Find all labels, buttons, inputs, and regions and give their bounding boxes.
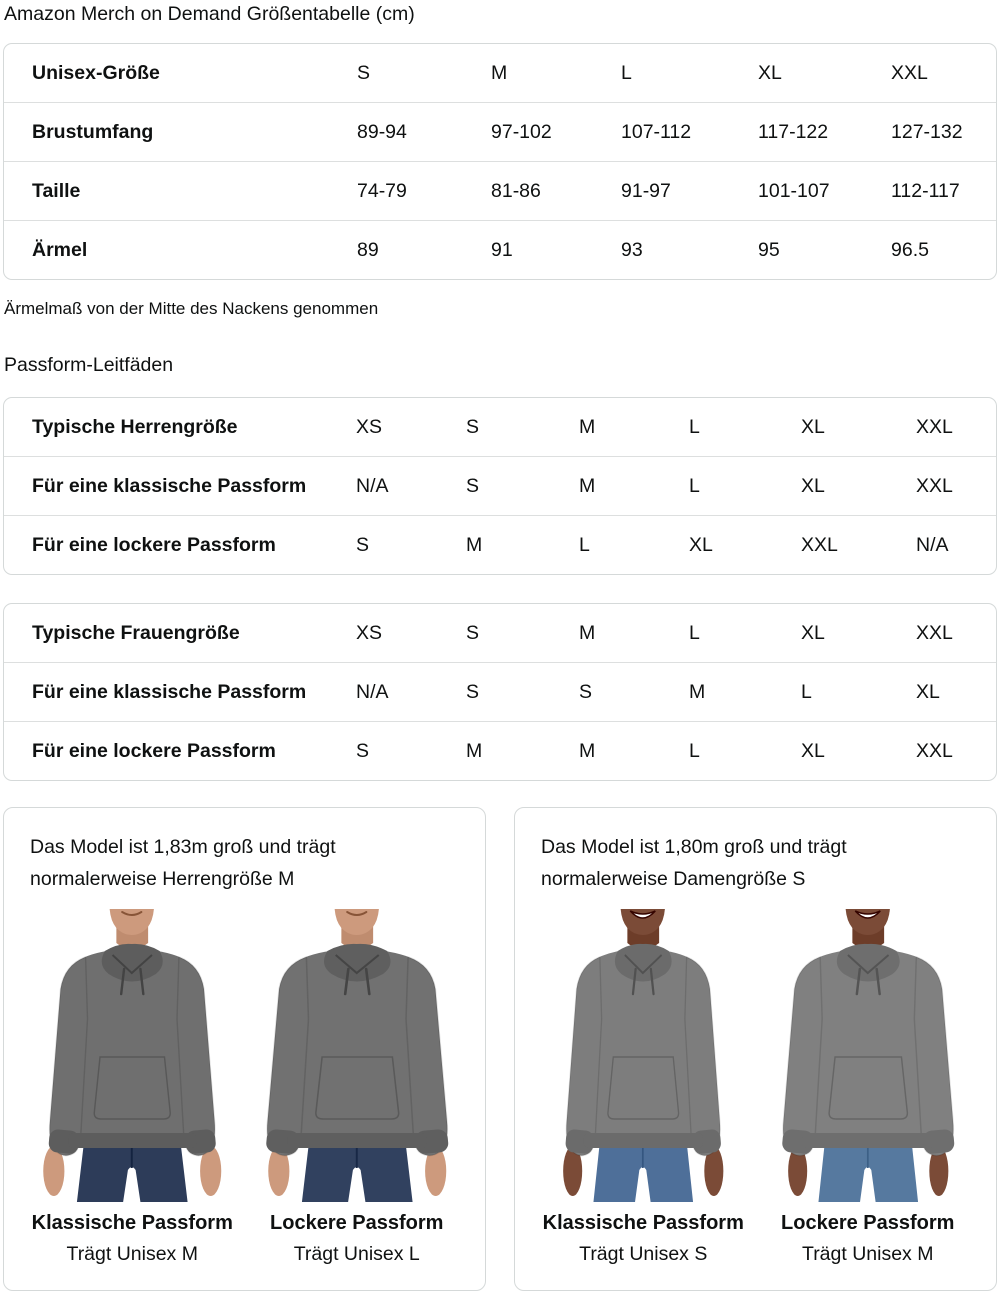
fit-caption: Klassische Passform xyxy=(31,1212,233,1234)
value-cell: 117-122 xyxy=(758,102,891,161)
size-cell: S xyxy=(357,62,371,84)
size-cell: XL xyxy=(801,721,916,780)
row-label: Typische Frauengröße xyxy=(32,622,240,644)
size-cell: M xyxy=(491,62,508,84)
size-caption: Trägt Unisex L xyxy=(293,1243,420,1265)
value-cell: 91 xyxy=(491,220,621,279)
value-cell: 112-117 xyxy=(891,161,996,220)
table-row xyxy=(4,456,996,515)
table-row xyxy=(4,515,996,574)
size-cell: M xyxy=(579,416,596,438)
table-row xyxy=(4,102,996,161)
size-cell: N/A xyxy=(356,456,466,515)
model-figure xyxy=(24,909,241,1270)
size-cell: XXL xyxy=(916,721,996,780)
size-cell: L xyxy=(689,721,801,780)
table-row xyxy=(4,604,996,662)
size-cell: S xyxy=(466,416,480,438)
unisex-size-table xyxy=(3,43,997,280)
model-photos-row xyxy=(24,909,465,1270)
card-intro: Das Model ist 1,80m groß und trägt normalerweise Damengröße S xyxy=(541,836,847,890)
value-cell: 89-94 xyxy=(357,102,491,161)
table-row xyxy=(4,44,996,102)
size-cell: S xyxy=(466,622,480,644)
table-row xyxy=(4,398,996,456)
size-cell: XL xyxy=(801,622,825,644)
size-cell: M xyxy=(689,662,801,721)
size-cell: L xyxy=(689,416,700,438)
model-figure xyxy=(760,909,977,1270)
size-cell: L xyxy=(579,515,689,574)
value-cell: 127-132 xyxy=(891,102,996,161)
row-label: Für eine klassische Passform xyxy=(4,662,356,721)
row-label: Für eine lockere Passform xyxy=(4,515,356,574)
value-cell: 74-79 xyxy=(357,161,491,220)
value-cell: 107-112 xyxy=(621,102,758,161)
size-cell: M xyxy=(579,622,596,644)
row-label: Typische Herrengröße xyxy=(32,416,238,438)
fit-caption: Lockere Passform xyxy=(270,1212,444,1234)
hoodie-model-illustration xyxy=(249,909,466,1202)
women-fit-table xyxy=(3,603,997,781)
size-cell: XL xyxy=(916,662,996,721)
row-label: Für eine klassische Passform xyxy=(4,456,356,515)
size-cell: L xyxy=(689,622,700,644)
model-photo xyxy=(535,909,752,1202)
size-caption: Trägt Unisex M xyxy=(802,1243,934,1265)
value-cell: 93 xyxy=(621,220,758,279)
model-cards xyxy=(3,807,997,1291)
size-cell: XL xyxy=(758,62,782,84)
model-photo xyxy=(24,909,241,1202)
size-cell: XS xyxy=(356,622,383,644)
size-cell: XL xyxy=(801,416,825,438)
size-cell: L xyxy=(801,662,916,721)
hoodie-model-illustration xyxy=(535,909,752,1202)
size-cell: XL xyxy=(801,456,916,515)
size-cell: XXL xyxy=(916,456,996,515)
value-cell: 95 xyxy=(758,220,891,279)
model-card-women xyxy=(514,807,997,1291)
value-cell: 96.5 xyxy=(891,220,996,279)
model-figure xyxy=(249,909,466,1270)
size-cell: XXL xyxy=(916,416,953,438)
fit-caption: Klassische Passform xyxy=(542,1212,744,1234)
row-label: Ärmel xyxy=(4,220,357,279)
sleeve-note: Ärmelmaß von der Mitte des Nackens genommen xyxy=(4,299,379,318)
model-photo xyxy=(249,909,466,1202)
size-cell: M xyxy=(466,721,579,780)
size-cell: N/A xyxy=(916,515,996,574)
size-cell: S xyxy=(356,515,466,574)
size-cell: S xyxy=(466,456,579,515)
table-row xyxy=(4,721,996,780)
value-cell: 97-102 xyxy=(491,102,621,161)
model-figure xyxy=(535,909,752,1270)
size-cell: XXL xyxy=(916,622,953,644)
row-label: Für eine lockere Passform xyxy=(4,721,356,780)
size-cell: M xyxy=(466,515,579,574)
value-cell: 89 xyxy=(357,220,491,279)
page-title: Amazon Merch on Demand Größentabelle (cm) xyxy=(4,3,415,25)
size-cell: L xyxy=(621,62,632,84)
hoodie-model-illustration xyxy=(760,909,977,1202)
model-photos-row xyxy=(535,909,976,1270)
card-intro: Das Model ist 1,83m groß und trägt normalerweise Herrengröße M xyxy=(30,836,336,890)
size-cell: XXL xyxy=(891,62,928,84)
table-row xyxy=(4,220,996,279)
size-cell: S xyxy=(356,721,466,780)
size-caption: Trägt Unisex S xyxy=(579,1243,708,1265)
value-cell: 101-107 xyxy=(758,161,891,220)
model-card-men xyxy=(3,807,486,1291)
row-label: Brustumfang xyxy=(4,102,357,161)
table-row xyxy=(4,662,996,721)
size-cell: N/A xyxy=(356,662,466,721)
value-cell: 81-86 xyxy=(491,161,621,220)
size-cell: S xyxy=(579,662,689,721)
fit-guides-heading: Passform-Leitfäden xyxy=(4,354,174,376)
size-cell: XXL xyxy=(801,515,916,574)
model-photo xyxy=(760,909,977,1202)
row-label: Unisex-Größe xyxy=(32,62,160,84)
size-cell: L xyxy=(689,456,801,515)
size-cell: M xyxy=(579,456,689,515)
fit-caption: Lockere Passform xyxy=(781,1212,955,1234)
size-caption: Trägt Unisex M xyxy=(66,1243,198,1265)
size-cell: M xyxy=(579,721,689,780)
size-cell: XS xyxy=(356,416,383,438)
table-row xyxy=(4,161,996,220)
value-cell: 91-97 xyxy=(621,161,758,220)
men-fit-table xyxy=(3,397,997,575)
size-cell: XL xyxy=(689,515,801,574)
size-cell: S xyxy=(466,662,579,721)
row-label: Taille xyxy=(4,161,357,220)
hoodie-model-illustration xyxy=(24,909,241,1202)
